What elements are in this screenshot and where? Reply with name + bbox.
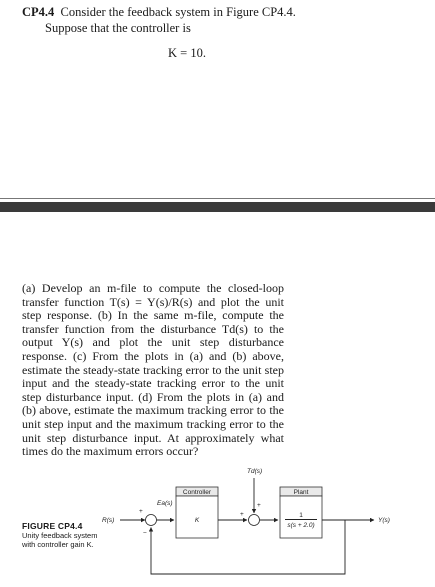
controller-header-label: Controller — [182, 489, 212, 496]
disturbance-label: Td(s) — [247, 468, 263, 475]
section-divider — [0, 202, 435, 212]
summing-junction-2 — [249, 515, 260, 526]
figure-caption-text: Unity feedback system with controller gain K. — [22, 531, 98, 549]
problem-line-2: Suppose that the controller is — [45, 21, 191, 35]
sum2-plus-left: + — [240, 511, 244, 518]
sum2-plus-top: + — [257, 502, 261, 509]
question-paragraph: (a) Develop an m-file to compute the closed-loop transfer function T(s) = Y(s)/R(s) and plot the unit step response. (b) In the same m-file, compute the transfer function from the disturbance Td(s) to the output Y(s) and plot the unit step disturbance response. (c) From the plots in (a) and (b) above, estimate the steady-state tracking error to the unit step input and the steady-state tracking error to the unit step disturbance input. (d) From the plots in (a) and (b) above, estimate the maximum tracking error to the unit step input and the maximum tracking error to the unit step disturbance input. At approximately what times do the maximum errors occur? — [22, 281, 284, 459]
problem-intro: Consider the feedback system in Figure CP4.4. — [60, 5, 296, 19]
summing-junction-1 — [146, 515, 157, 526]
block-diagram — [0, 460, 435, 587]
figure-title: FIGURE CP4.4 — [22, 521, 83, 531]
problem-heading — [22, 5, 296, 20]
divider-line — [0, 198, 435, 199]
error-label: Ea(s) — [157, 500, 173, 507]
controller-gain: K — [194, 517, 200, 524]
problem-number: CP4.4 — [22, 5, 55, 19]
plant-header-label: Plant — [293, 489, 309, 496]
sum1-minus-sign: − — [143, 530, 147, 537]
plant-numerator: 1 — [299, 512, 303, 519]
output-label: Y(s) — [378, 517, 390, 524]
input-label: R(s) — [102, 517, 115, 524]
plant-denominator: s(s + 2.0) — [287, 522, 315, 529]
gain-equation: K = 10. — [168, 46, 206, 60]
sum1-plus-sign: + — [139, 508, 143, 515]
